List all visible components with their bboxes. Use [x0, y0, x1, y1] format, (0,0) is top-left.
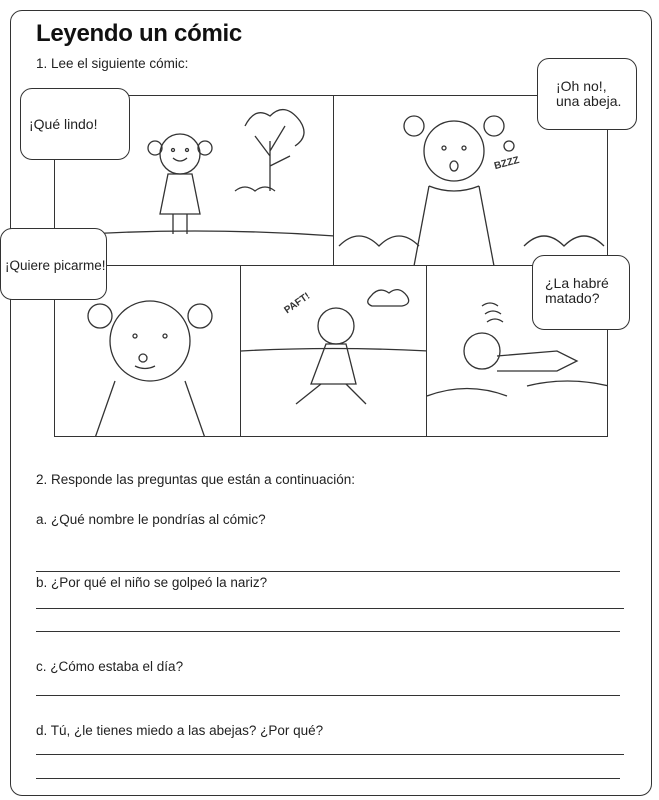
answer-line-d-2[interactable]: [36, 778, 620, 779]
speech-bubble-quiere-picarme: [0, 228, 107, 300]
bubble-text: ¡Qué lindo!: [29, 116, 98, 132]
answer-line-c[interactable]: [36, 695, 620, 696]
bubble-text-line-2: una abeja.: [556, 93, 622, 110]
bubble-text-line-1: ¡Oh no!,: [556, 78, 607, 94]
instruction-2: 2. Responde las preguntas que están a continuación:: [36, 472, 355, 487]
answer-line-d-1[interactable]: [36, 754, 624, 755]
bubble-text: ¡Quiere picarme!: [5, 258, 106, 273]
page-title: Leyendo un cómic: [36, 20, 242, 47]
question-d: d. Tú, ¿le tienes miedo a las abejas? ¿Por qué?: [36, 723, 324, 738]
sfx-bzzz: BZZZ: [493, 154, 521, 173]
answer-line-a[interactable]: [36, 571, 620, 572]
speech-bubble-la-habre-matado: [532, 255, 630, 330]
instruction-1: 1. Lee el siguiente cómic:: [36, 56, 189, 71]
answer-line-b-2[interactable]: [36, 631, 620, 632]
bubble-text-line-1: ¿La habré: [545, 275, 609, 291]
girl-hits-nose-illustration: [241, 266, 427, 437]
answer-line-b-1[interactable]: [36, 608, 624, 609]
bubble-text-line-2: matado?: [545, 290, 600, 307]
comic-strip: [54, 95, 608, 437]
question-a: a. ¿Qué nombre le pondrías al cómic?: [36, 512, 266, 527]
question-c: c. ¿Cómo estaba el día?: [36, 659, 184, 674]
question-b: b. ¿Por qué el niño se golpeó la nariz?: [36, 575, 268, 590]
speech-bubble-oh-no: [537, 58, 637, 130]
speech-bubble-que-lindo: [20, 88, 130, 160]
comic-panel-4: [240, 265, 427, 437]
sfx-paft: PAFT!: [282, 290, 313, 317]
